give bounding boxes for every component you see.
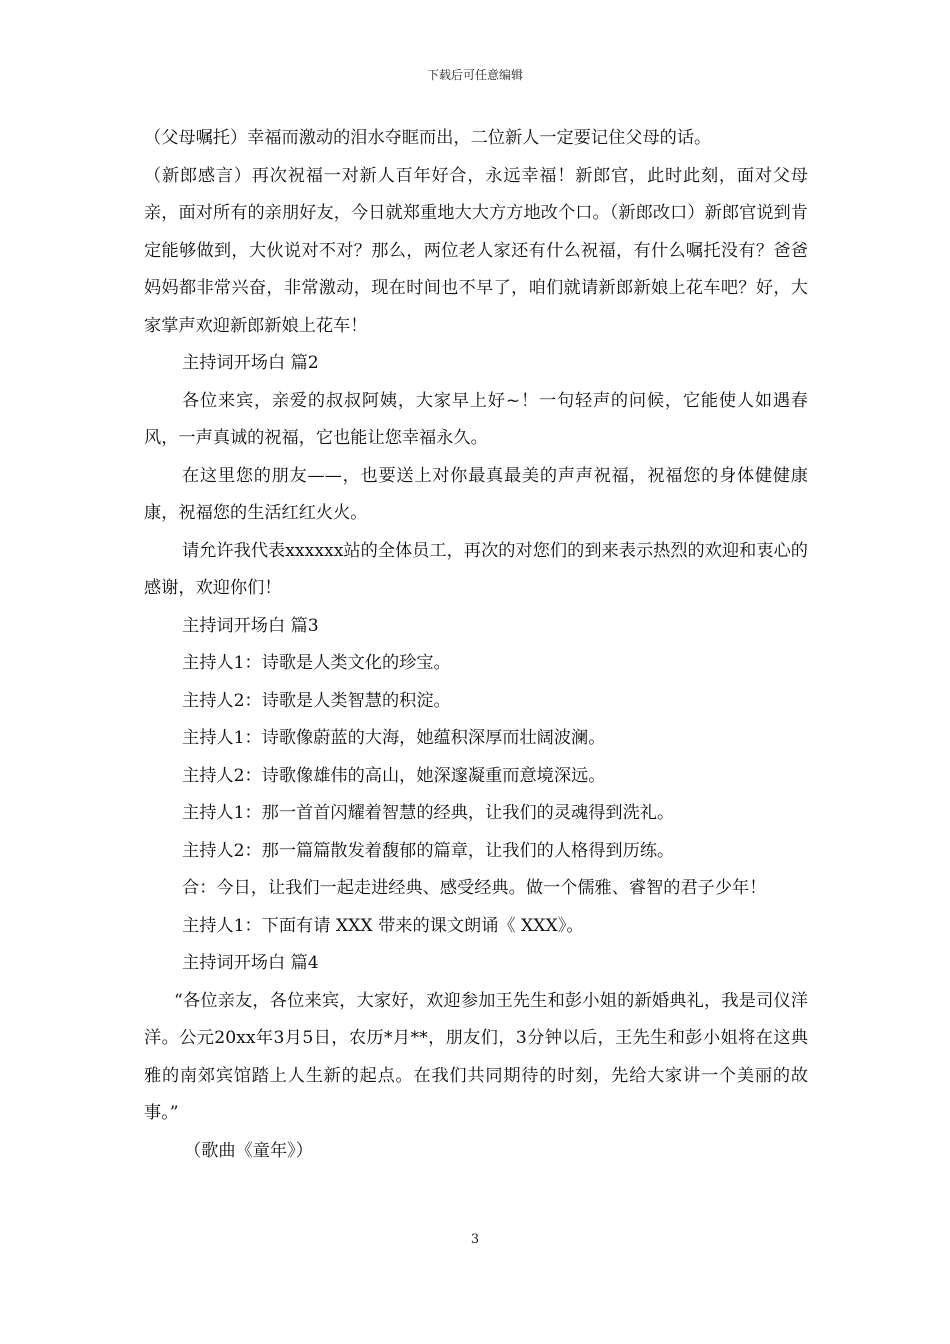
host-line-together: 合：今日，让我们一起走进经典、感受经典。做一个儒雅、睿智的君子少年！ xyxy=(182,878,767,898)
section-heading-2: 主持词开场白 篇2 xyxy=(182,353,319,373)
paragraph-welcome: 请允许我代表xxxxxx站的全体员工，再次的对您们的到来表示热烈的欢迎和衷心的感谢，欢迎你们！ xyxy=(144,540,808,598)
paragraph-groom-speech: （新郎感言）再次祝福一对新人百年好合，永远幸福！新郎官，此时此刻，面对父母亲，面对所有的亲朋好友，今日就郑重地大大方方地改个口。（新郎改口）新郎官说到肯定能够做到，大伙说对不对？那么，两位老人家还有什么祝福，有什么嘱托没有？爸爸妈妈都非常兴奋，非常激动，现在时间也不早了，咱们就请新郎新娘上花车吧？好，大家掌声欢迎新郎新娘上花车！ xyxy=(144,165,808,336)
paragraph-song-note: （歌曲《童年》） xyxy=(184,1140,313,1161)
page-header: 下载后可任意编辑 xyxy=(426,68,523,82)
host-line: 主持人2：诗歌像雄伟的高山，她深邃凝重而意境深远。 xyxy=(182,765,606,786)
host-line: 主持人1：下面有请 XXX 带来的课文朗诵《 XXX》。 xyxy=(182,915,584,936)
host-line: 主持人1：那一首首闪耀着智慧的经典，让我们的灵魂得到洗礼。 xyxy=(182,803,675,823)
host-line: 主持人1：诗歌像蔚蓝的大海，她蕴积深厚而壮阔波澜。 xyxy=(182,728,606,748)
host-line: 主持人2：诗歌是人类智慧的积淀。 xyxy=(182,690,451,711)
section-heading-3: 主持词开场白 篇3 xyxy=(182,615,319,636)
paragraph-parents-entrust: （父母嘱托）幸福而激动的泪水夺眶而出，二位新人一定要记住父母的话。 xyxy=(144,128,712,148)
host-line: 主持人2：那一篇篇散发着馥郁的篇章，让我们的人格得到历练。 xyxy=(182,840,675,861)
section-heading-4: 主持词开场白 篇4 xyxy=(182,953,319,973)
paragraph-greeting: 各位来宾，亲爱的叔叔阿姨，大家早上好~！一句轻声的问候，它能使人如遇春风，一声真诚的祝福，它也能让您幸福永久。 xyxy=(144,390,808,448)
paragraph-friends-blessing: 在这里您的朋友——，也要送上对你最真最美的声声祝福，祝福您的身体健健康康，祝福您的生活红红火火。 xyxy=(144,465,808,523)
page-number: 3 xyxy=(470,1232,480,1247)
host-line: 主持人1：诗歌是人类文化的珍宝。 xyxy=(182,653,451,673)
document-body xyxy=(144,120,808,1170)
paragraph-wedding-opening: “各位亲友，各位来宾，大家好，欢迎参加王先生和彭小姐的新婚典礼，我是司仪洋洋。公元20xx年3月5日，农历*月**，朋友们，3分钟以后，王先生和彭小姐将在这典雅的南郊宾馆踏上人生新的起点。在我们共同期待的时刻，先给大家讲一个美丽的故事。” xyxy=(144,990,808,1123)
